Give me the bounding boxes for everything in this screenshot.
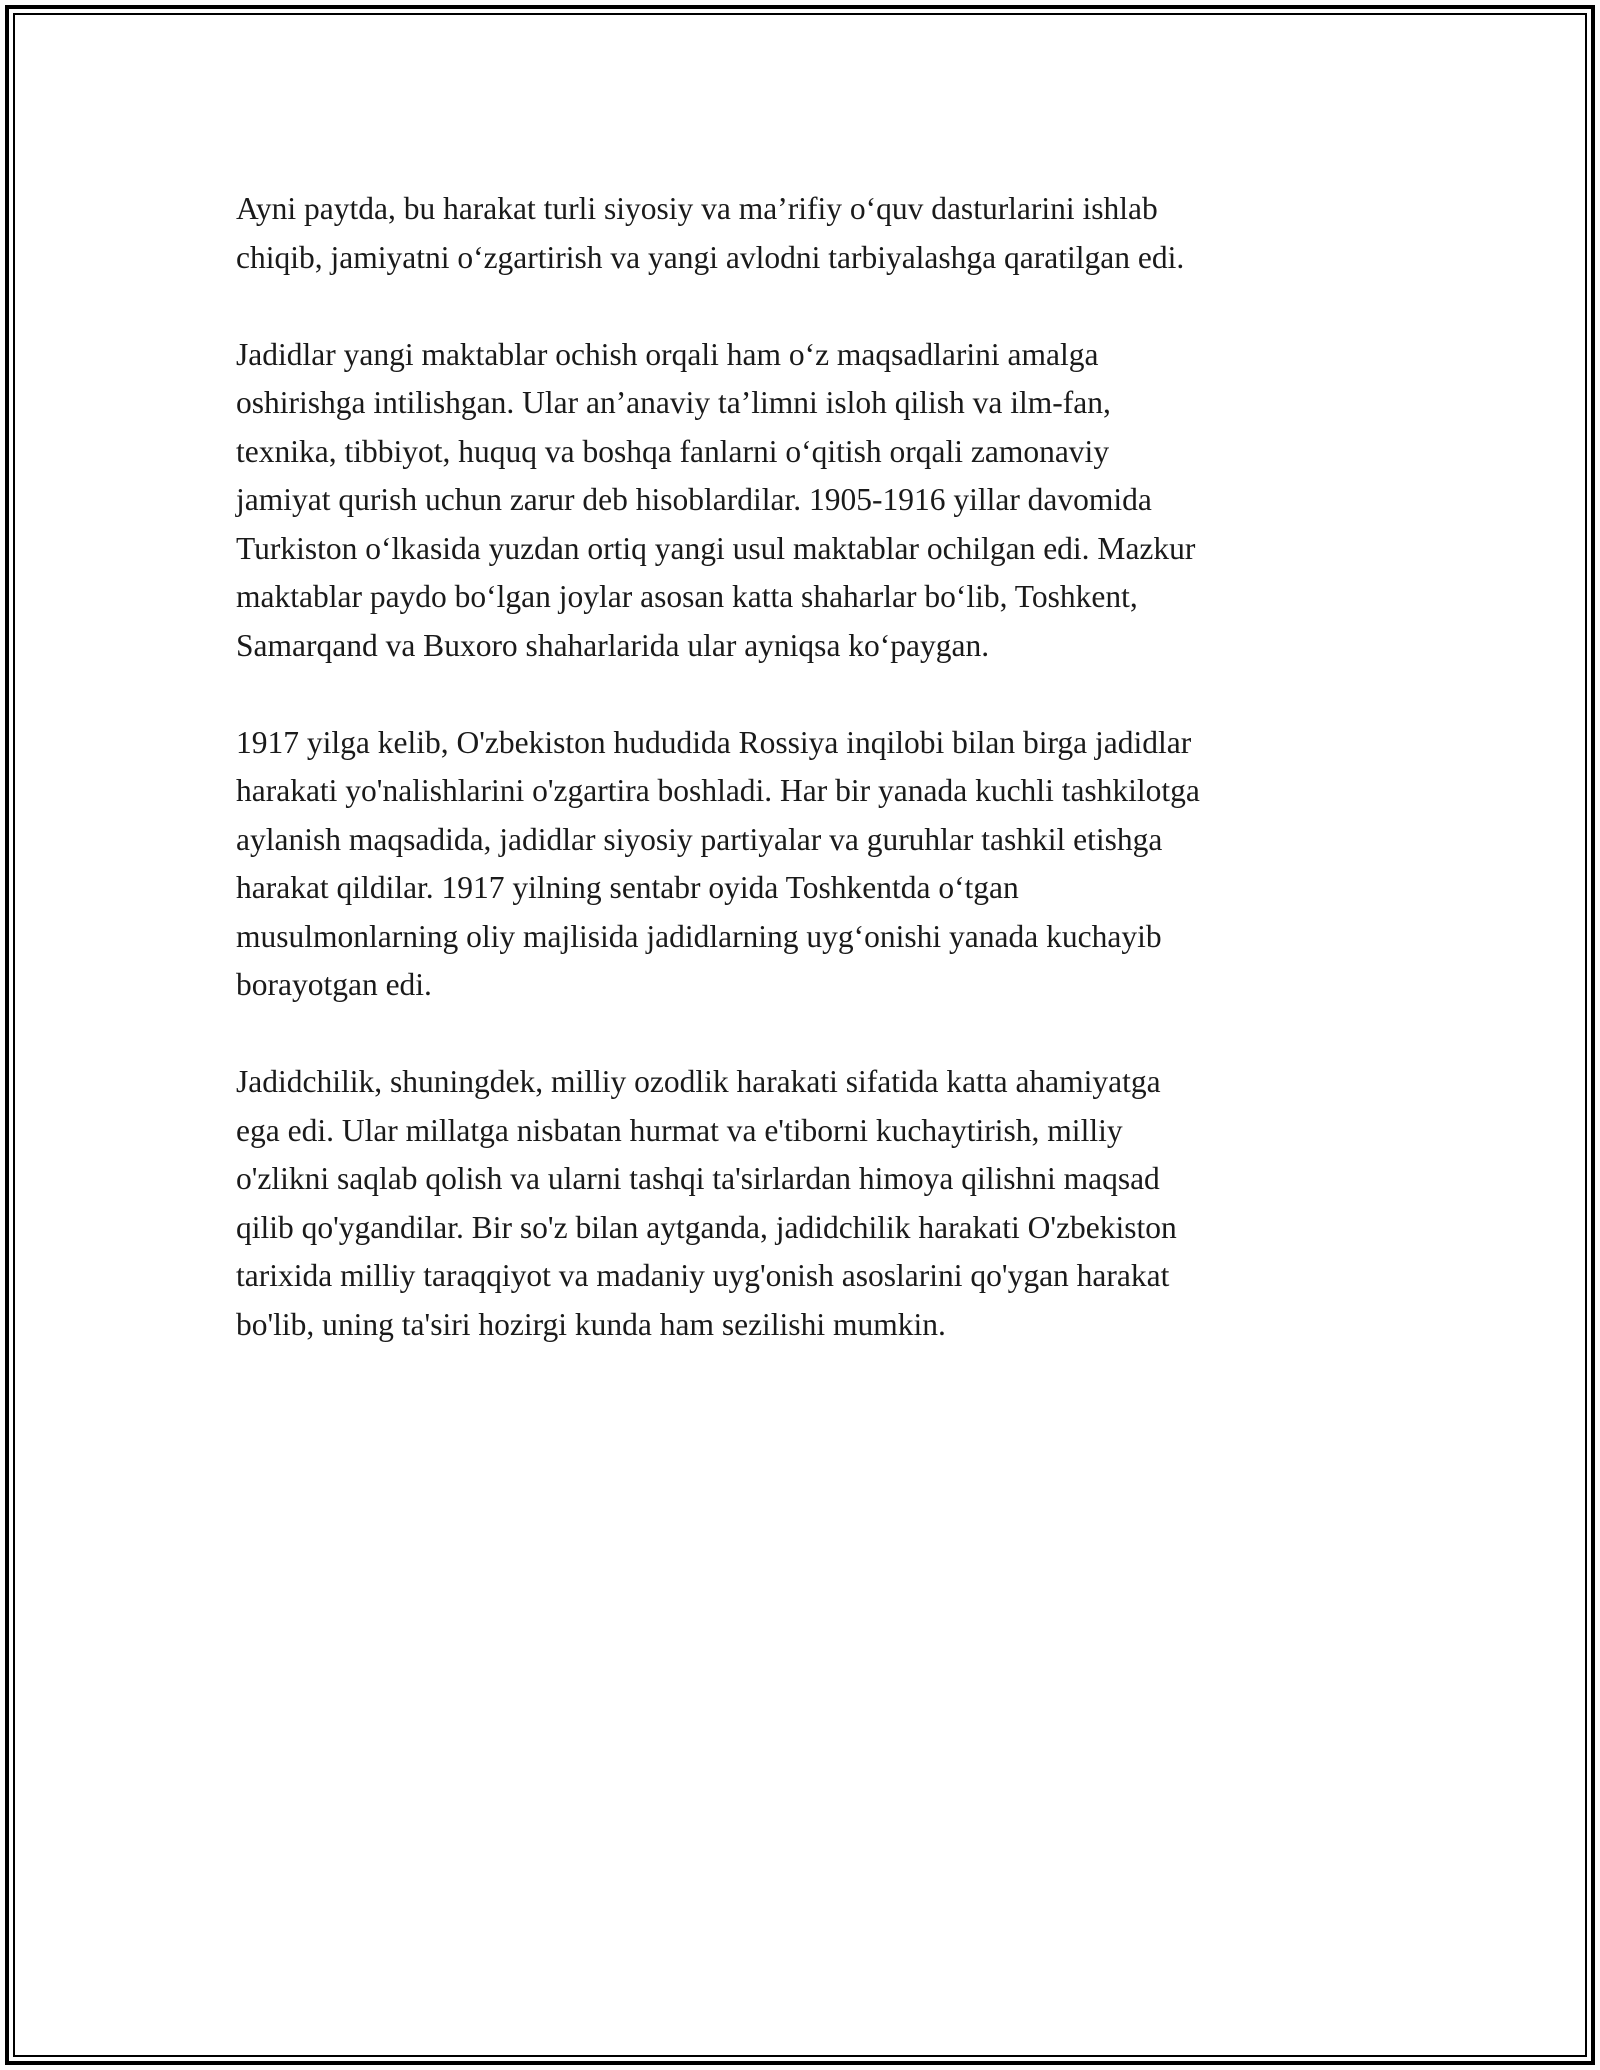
paragraph-1: Ayni paytda, bu harakat turli siyosiy va ma’rifiy o‘quv dasturlarini ishlab chiqib, jamiyatni o‘zgartirish va yangi avlodni tarbiyalashga qaratilgan edi. <box>236 191 1185 275</box>
document-body <box>236 185 1376 1398</box>
paragraph-2: Jadidlar yangi maktablar ochish orqali ham o‘z maqsadlarini amalga oshirishga intilishgan. Ular an’anaviy ta’limni isloh qilish va ilm-fan, texnika, tibbiyot, huquq va boshqa fanlarni o‘qitish orqali zamonaviy jamiyat qurish uchun zarur deb hisoblardilar. 1905-1916 yillar davomida Turkiston o‘lkasida yuzdan ortiq yangi usul maktablar ochilgan edi. Mazkur maktablar paydo bo‘lgan joylar asosan katta shaharlar bo‘lib, Toshkent, Samarqand va Buxoro shaharlarida ular ayniqsa ko‘paygan. <box>236 336 1196 663</box>
paragraph-4: Jadidchilik, shuningdek, milliy ozodlik harakati sifatida katta ahamiyatga ega edi. Ular millatga nisbatan hurmat va e'tiborni kuchaytirish, milliy o'zlikni saqlab qolish va ularni tashqi ta'sirlardan himoya qilishni maqsad qilib qo'ygandilar. Bir so'z bilan aytganda, jadidchilik harakati O'zbekiston tarixida milliy taraqqiyot va madaniy uyg'onish asoslarini qo'ygan harakat bo'lib, uning ta'siri hozirgi kunda ham sezilishi mumkin. <box>236 1064 1177 1342</box>
paragraph-3: 1917 yilga kelib, O'zbekiston hududida Rossiya inqilobi bilan birga jadidlar harakati yo'nalishlarini o'zgartira boshladi. Har bir yanada kuchli tashkilotga aylanish maqsadida, jadidlar siyosiy partiyalar va guruhlar tashkil etishga harakat qildilar. 1917 yilning sentabr oyida Toshkentda o‘tgan musulmonlarning oliy majlisida jadidlarning uyg‘onishi yanada kuchayib borayotgan edi. <box>236 724 1200 1002</box>
